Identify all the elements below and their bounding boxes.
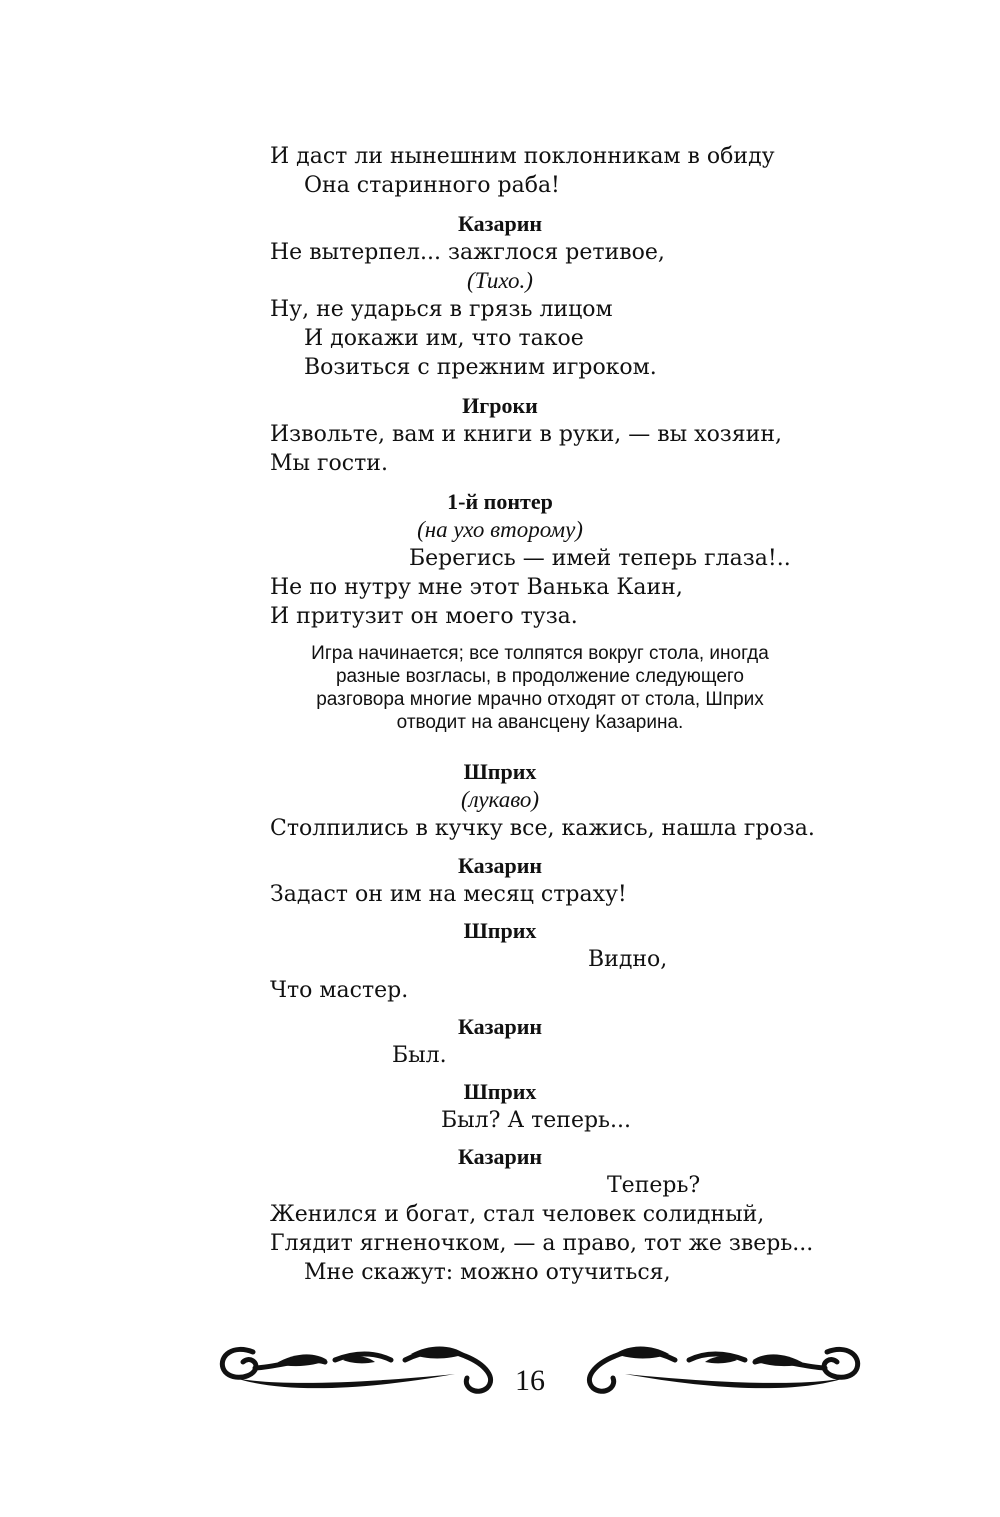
verse-line: Мы гости. [270, 451, 388, 476]
left-ornament-icon [215, 1338, 505, 1400]
verse-line: Теперь? [607, 1173, 701, 1198]
speaker-name: Казарин [457, 1014, 543, 1039]
stage-direction-line: разные возгласы, в продолжение следующего [335, 666, 745, 687]
verse-line: Видно, [588, 947, 668, 972]
stage-direction-line: отводит на авансцену Казарина. [396, 712, 684, 733]
verse-line: Глядит ягненочком, — а право, тот же зверь... [270, 1231, 814, 1256]
stage-remark: (лукаво) [460, 787, 540, 812]
verse-line: Женился и богат, стал человек солидный, [270, 1202, 765, 1227]
verse-line: Возиться с прежним игроком. [304, 355, 657, 380]
speaker-name: 1-й понтер [447, 489, 553, 514]
verse-line: Она старинного раба! [304, 173, 560, 198]
verse-line: Не по нутру мне этот Ванька Каин, [270, 575, 683, 600]
verse-line: Столпились в кучку все, кажись, нашла гроза. [270, 816, 815, 841]
verse-line: Извольте, вам и книги в руки, — вы хозяин, [270, 422, 783, 447]
stage-direction-line: разговора многие мрачно отходят от стола, Шприх [316, 689, 764, 710]
speaker-name: Шприх [463, 918, 537, 943]
verse-line: И притузит он моего туза. [270, 604, 578, 629]
right-ornament-icon [575, 1338, 865, 1400]
verse-line: Что мастер. [270, 978, 409, 1003]
speaker-name: Игроки [462, 393, 538, 418]
verse-line: Мне скажут: можно отучиться, [304, 1260, 671, 1285]
verse-line: Не вытерпел... зажглося ретивое, [270, 240, 665, 265]
verse-line: Берегись — имей теперь глаза!.. [409, 546, 791, 571]
stage-remark: (Тихо.) [467, 268, 533, 293]
stage-direction-line: Игра начинается; все толпятся вокруг стола, иногда [311, 643, 769, 664]
verse-line: Задаст он им на месяц страху! [270, 882, 627, 907]
page-number: 16 [515, 1364, 545, 1397]
verse-line: Был. [392, 1043, 447, 1068]
verse-line: И докажи им, что такое [304, 326, 584, 351]
verse-line: И даст ли нынешним поклонникам в обиду [270, 144, 775, 169]
speaker-name: Шприх [463, 759, 537, 784]
verse-line: Был? А теперь... [441, 1108, 632, 1133]
verse-line: Ну, не ударься в грязь лицом [270, 297, 613, 322]
stage-remark: (на ухо второму) [417, 517, 583, 542]
speaker-name: Шприх [463, 1079, 537, 1104]
speaker-name: Казарин [457, 1144, 543, 1169]
speaker-name: Казарин [457, 211, 543, 236]
speaker-name: Казарин [457, 853, 543, 878]
